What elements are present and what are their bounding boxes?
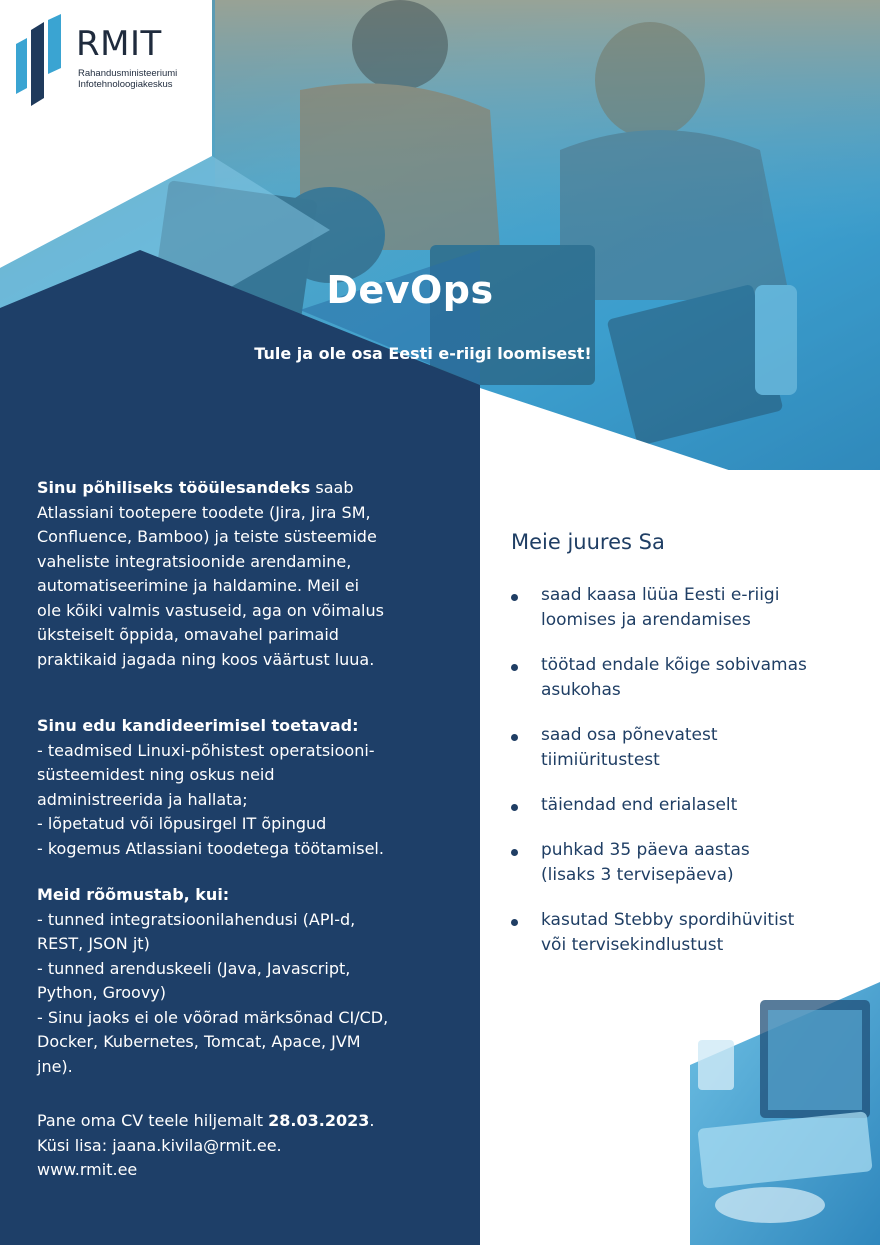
requirements-line-5: - kogemus Atlassiani toodetega töötamisel. [37,838,384,858]
logo-subtitle [78,68,177,90]
intro-line-7: üksteiselt õppida, omavahel parimaid [37,625,339,644]
benefit-line-1: kasutad Stebby spordihüvitist [541,910,795,930]
logo-subtitle-line-2: Infotehnoloogiakeskus [78,79,173,90]
bonus-line-7: jne). [37,1056,73,1076]
bonus-heading: Meid rõõmustab, kui: [37,885,230,904]
intro-line-1-rest: saab [310,478,354,497]
job-title: DevOps [326,268,494,312]
intro-paragraph [37,476,467,672]
benefit-line-1: saad kaasa lüüa Eesti e-riigi [541,585,780,605]
website-link: www.rmit.ee [37,1160,138,1179]
bullet-icon [511,664,518,671]
rmit-logo [14,14,178,110]
intro-line-5: automatiseerimine ja haldamine. Meil ei [37,576,360,595]
requirements-line-4: - lõpetatud või lõpusirgel IT õpingud [37,814,327,833]
requirements-line-2: süsteemidest ning oskus neid [37,765,275,784]
bullet-icon [511,804,518,811]
requirements-line-3: administreerida ja hallata; [37,789,248,809]
bonus-line-6: Docker, Kubernetes, Tomcat, Apace, JVM [37,1032,361,1051]
deadline-prefix: Pane oma CV teele hiljemalt [37,1111,269,1130]
requirements-line-1: - teadmised Linuxi-põhistest operatsiooni- [37,740,375,760]
benefits-heading: Meie juures Sa [511,530,665,554]
benefit-line-2: loomises ja arendamises [541,610,751,630]
logo-subtitle-line-1: Rahandusministeeriumi [78,68,178,79]
bullet-icon [511,734,518,741]
bonus-line-3: - tunned arenduskeeli (Java, Javascript, [37,958,351,978]
benefit-line-2: (lisaks 3 tervisepäeva) [541,865,734,885]
benefit-item [505,908,875,958]
job-description-column [37,476,467,1183]
bonus-line-5: - Sinu jaoks ei ole võõrad märksõnad CI/CD, [37,1007,389,1027]
benefit-line-2: tiimiüritustest [541,750,660,770]
benefit-line-1: saad osa põnevatest [541,725,718,745]
intro-line-8: praktikaid jagada ning koos väärtust luua. [37,649,375,669]
benefits-list [505,583,875,978]
tagline: Tule ja ole osa Eesti e-riigi loomisest! [254,344,592,363]
intro-bold: Sinu põhiliseks tööülesandeks [37,478,311,497]
bonus-section [37,883,467,1079]
bullet-icon [511,849,518,856]
benefit-item [505,723,875,773]
logo-wordmark: RMIT [76,24,162,64]
bonus-line-2: REST, JSON jt) [37,934,150,953]
deadline-date: 28.03.2023 [268,1111,370,1130]
contact-email-line: Küsi lisa: jaana.kivila@rmit.ee. [37,1135,282,1155]
benefit-line-1: töötad endale kõige sobivamas [541,655,807,675]
benefit-item [505,838,875,888]
intro-line-6: ole kõiki valmis vastuseid, aga on võimalus [37,600,384,620]
benefit-item [505,793,875,818]
benefit-item [505,583,875,633]
benefit-line-2: asukohas [541,680,621,700]
benefit-line-2: või tervisekindlustust [541,935,724,955]
requirements-section [37,714,467,861]
contact-section [37,1109,467,1183]
intro-line-2: Atlassiani tootepere toodete (Jira, Jira SM, [37,502,371,522]
requirements-heading: Sinu edu kandideerimisel toetavad: [37,716,359,735]
bullet-icon [511,919,518,926]
intro-line-3: Confluence, Bamboo) ja teiste süsteemide [37,527,377,546]
benefit-item [505,653,875,703]
bonus-line-1: - tunned integratsioonilahendusi (API-d, [37,909,356,929]
rmit-logo-mark-icon [14,14,64,106]
intro-line-4: vaheliste integratsioonide arendamine, [37,551,352,571]
bonus-line-4: Python, Groovy) [37,983,167,1002]
benefit-line-1: täiendad end erialaselt [541,795,738,815]
benefit-line-1: puhkad 35 päeva aastas [541,840,750,860]
bullet-icon [511,594,518,601]
deadline-suffix: . [369,1111,375,1130]
